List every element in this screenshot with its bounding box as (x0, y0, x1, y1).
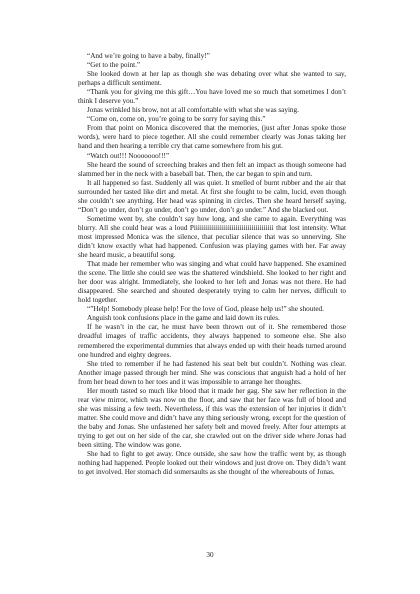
paragraph-7: From that point on Monica discovered that the memories, (just after Jonas spoke those words), were hard to piece together. All she could remember clearly was Jonas taking her hand and then hearing a terrible cry that came somewhere from his gut. (78, 124, 346, 151)
paragraph-1: “And we’re going to have a baby, finally!” (87, 52, 210, 60)
paragraph-10: It all happened so fast. Suddenly all was quiet. It smelled of burnt rubber and the air that surrounded her tasted like dirt and metal. At first she fought to be calm, lucid, even though she couldn’t see anything. Her head was spinning in circles. Then she heard herself saying, “Don’t go under, don’t go under, don’t go under, don’t go under.” And she blacked out. (78, 178, 346, 214)
paragraph-8: “Watch out!!! Nooooooo!!!” (87, 151, 170, 160)
paragraph-9: She heard the sound of screeching brakes and then felt an impact as though someone had slammed her in the neck with a baseball bat. Then, the car began to spin and turn. (78, 160, 346, 178)
paragraph-18: She had to fight to get away. Once outside, she saw how the traffic went by, as though nothing had happened. People looked out their windows and just drove on. They didn’t want to get involved. Her stomach did somersaults as she thought of the whereabouts of Jonas. (78, 450, 346, 477)
paragraph-15: If he wasn’t in the car, he must have been thrown out of it. She remembered those dreadful images of traffic accidents, they always happened to someone else. She also remembered the experimental dummies that always ended up with their heads turned around one hundred and eighty degrees. (78, 323, 346, 359)
paragraph-11: Sometime went by, she couldn’t say how long, and she came to again. Everything was blurry. All she could hear was a loud Piiiiiiiiiiiiiiiiiiiiiiiiiiiiiiiiiiiiiiii that lost intensity. What most impressed Monica was the silence, that peculiar silence that was so unnerving. She didn’t know exactly what had happened. Confusion was playing games with her. Far away she heard music, a beautiful song. (78, 214, 346, 260)
paragraph-14: Anguish took confusions place in the game and laid down its rules. (87, 314, 280, 323)
paragraph-2: “Get to the point.” (87, 61, 141, 70)
paragraph-16: She tried to remember if he had fastened his seat belt but couldn’t. Nothing was clear. Another image passed through her mind. She was conscious that anguish had a hold of her from her head down to her toes and it was impossible to arrange her thoughts. (78, 359, 346, 386)
paragraph-3: She looked down at her lap as though she was debating over what she wanted to say, perhaps a difficult sentiment. (78, 70, 346, 88)
paragraph-6: “Come on, come on, you’re going to be sorry for saying this.” (87, 115, 266, 124)
page-number: 30 (206, 551, 214, 559)
body-text (78, 52, 346, 477)
paragraph-12: That made her remember who was singing and what could have happened. She examined the scene. The little she could see was the shattered windshield. She looked to her right and her door was alright. Immediately, she looked to her left and Jonas was not there. He had disappeared. She searched and shouted desperately trying to calm her nerves, difficult to hold together. (78, 260, 346, 305)
paragraph-13: “”Help! Somebody please help! For the love of God, please help us!” she shouted. (87, 305, 324, 314)
paragraph-4: “Thank you for giving me this gift…You have loved me so much that sometimes I don’t think I deserve you.” (78, 88, 346, 106)
paragraph-5: Jonas wrinkled his brow, not at all comfortable with what she was saying. (87, 106, 299, 115)
paragraph-17: Her mouth tasted so much like blood that it made her gag. She saw her reflection in the rear view mirror, which was now on the floor, and saw that her face was full of blood and she was missing a few teeth. Nevertheless, if this was the extension of her injuries it didn’t matter. She could move and didn’t have any thing seriously wrong, except for the question of the baby and Jonas. She unfastened her safety belt and moved freely. After four attempts at trying to get out on her side of the car, she crawled out on the driver side where Jonas had been sitting. The window was gone. (78, 386, 346, 450)
